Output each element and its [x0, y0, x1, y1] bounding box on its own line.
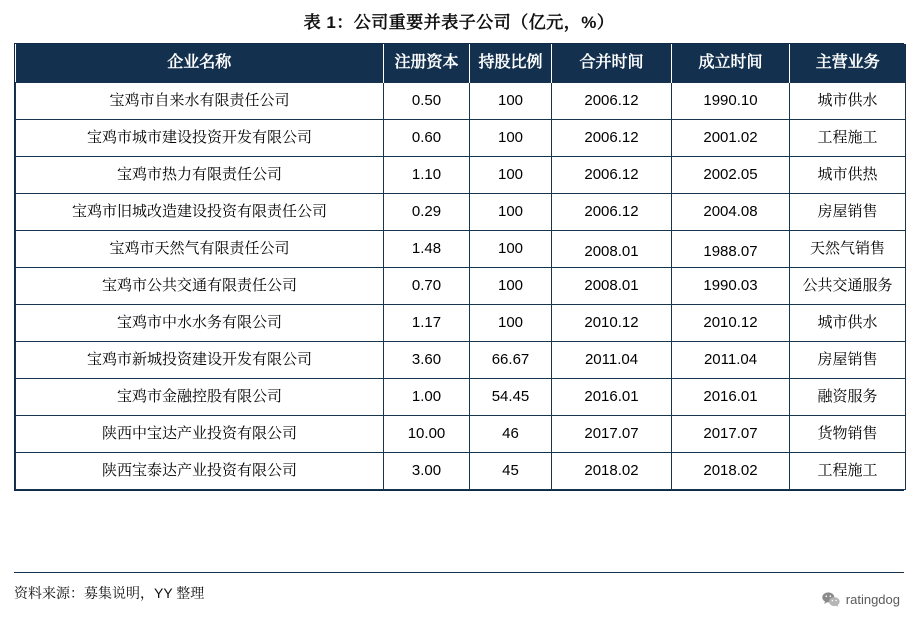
cell-main-business: 城市供热 — [790, 157, 906, 194]
cell-main-business: 工程施工 — [790, 120, 906, 157]
cell-establishment-date: 1988.07 — [672, 231, 790, 268]
cell-company-name: 陕西中宝达产业投资有限公司 — [16, 416, 384, 453]
cell-establishment-date: 2002.05 — [672, 157, 790, 194]
cell-shareholding-ratio: 100 — [470, 83, 552, 120]
cell-main-business: 城市供水 — [790, 305, 906, 342]
table-row — [16, 305, 906, 342]
cell-registered-capital: 3.00 — [384, 453, 470, 490]
cell-shareholding-ratio: 45 — [470, 453, 552, 490]
cell-registered-capital: 1.00 — [384, 379, 470, 416]
cell-consolidation-date: 2006.12 — [552, 157, 672, 194]
cell-consolidation-date: 2008.01 — [552, 268, 672, 305]
column-header-establishment-date: 成立时间 — [672, 44, 790, 83]
table-row — [16, 379, 906, 416]
cell-company-name: 宝鸡市中水水务有限公司 — [16, 305, 384, 342]
cell-registered-capital: 0.70 — [384, 268, 470, 305]
cell-consolidation-date: 2011.04 — [552, 342, 672, 379]
cell-registered-capital: 10.00 — [384, 416, 470, 453]
cell-company-name: 宝鸡市城市建设投资开发有限公司 — [16, 120, 384, 157]
wechat-icon — [822, 592, 840, 607]
cell-main-business: 城市供水 — [790, 83, 906, 120]
page-title: 表 1：公司重要并表子公司（亿元，%） — [303, 13, 615, 32]
cell-shareholding-ratio: 100 — [470, 157, 552, 194]
cell-consolidation-date: 2018.02 — [552, 453, 672, 490]
cell-establishment-date: 2001.02 — [672, 120, 790, 157]
cell-main-business: 货物销售 — [790, 416, 906, 453]
cell-company-name: 宝鸡市新城投资建设开发有限公司 — [16, 342, 384, 379]
cell-shareholding-ratio: 100 — [470, 231, 552, 268]
cell-company-name: 宝鸡市金融控股有限公司 — [16, 379, 384, 416]
cell-company-name: 宝鸡市旧城改造建设投资有限责任公司 — [16, 194, 384, 231]
cell-shareholding-ratio: 100 — [470, 120, 552, 157]
cell-shareholding-ratio: 100 — [470, 305, 552, 342]
cell-main-business: 天然气销售 — [790, 231, 906, 268]
source-note: 资料来源：募集说明，YY 整理 — [14, 585, 205, 601]
cell-consolidation-date: 2006.12 — [552, 194, 672, 231]
cell-shareholding-ratio: 100 — [470, 268, 552, 305]
cell-consolidation-date: 2016.01 — [552, 379, 672, 416]
cell-registered-capital: 1.48 — [384, 231, 470, 268]
cell-registered-capital: 3.60 — [384, 342, 470, 379]
table-header-row — [16, 44, 906, 83]
watermark-label: ratingdog — [845, 592, 900, 607]
cell-shareholding-ratio: 54.45 — [470, 379, 552, 416]
cell-establishment-date: 2016.01 — [672, 379, 790, 416]
cell-establishment-date: 2004.08 — [672, 194, 790, 231]
table-row — [16, 120, 906, 157]
cell-company-name: 宝鸡市天然气有限责任公司 — [16, 231, 384, 268]
cell-registered-capital: 0.60 — [384, 120, 470, 157]
cell-shareholding-ratio: 66.67 — [470, 342, 552, 379]
subsidiaries-table-container — [14, 43, 904, 491]
table-row — [16, 342, 906, 379]
table-row — [16, 157, 906, 194]
cell-company-name: 宝鸡市热力有限责任公司 — [16, 157, 384, 194]
table-row — [16, 416, 906, 453]
cell-company-name: 宝鸡市公共交通有限责任公司 — [16, 268, 384, 305]
cell-main-business: 房屋销售 — [790, 194, 906, 231]
cell-establishment-date: 2018.02 — [672, 453, 790, 490]
table-row — [16, 453, 906, 490]
cell-establishment-date: 1990.03 — [672, 268, 790, 305]
subsidiaries-table — [15, 44, 906, 490]
cell-registered-capital: 0.29 — [384, 194, 470, 231]
cell-shareholding-ratio: 100 — [470, 194, 552, 231]
cell-company-name: 宝鸡市自来水有限责任公司 — [16, 83, 384, 120]
cell-main-business: 工程施工 — [790, 453, 906, 490]
cell-consolidation-date: 2006.12 — [552, 83, 672, 120]
cell-establishment-date: 1990.10 — [672, 83, 790, 120]
cell-main-business: 融资服务 — [790, 379, 906, 416]
cell-establishment-date: 2011.04 — [672, 342, 790, 379]
cell-main-business: 公共交通服务 — [790, 268, 906, 305]
cell-consolidation-date: 2010.12 — [552, 305, 672, 342]
cell-consolidation-date: 2017.07 — [552, 416, 672, 453]
cell-main-business: 房屋销售 — [790, 342, 906, 379]
cell-establishment-date: 2010.12 — [672, 305, 790, 342]
cell-consolidation-date: 2008.01 — [552, 231, 672, 268]
cell-shareholding-ratio: 46 — [470, 416, 552, 453]
cell-consolidation-date: 2006.12 — [552, 120, 672, 157]
table-row — [16, 83, 906, 120]
column-header-main-business: 主营业务 — [790, 44, 906, 83]
cell-company-name: 陕西宝泰达产业投资有限公司 — [16, 453, 384, 490]
column-header-shareholding-ratio: 持股比例 — [470, 44, 552, 83]
cell-registered-capital: 0.50 — [384, 83, 470, 120]
footer-divider — [14, 572, 904, 573]
table-row — [16, 231, 906, 268]
cell-registered-capital: 1.17 — [384, 305, 470, 342]
column-header-company-name: 企业名称 — [16, 44, 384, 83]
column-header-registered-capital: 注册资本 — [384, 44, 470, 83]
watermark — [822, 592, 900, 607]
cell-establishment-date: 2017.07 — [672, 416, 790, 453]
column-header-consolidation-date: 合并时间 — [552, 44, 672, 83]
table-row — [16, 194, 906, 231]
table-row — [16, 268, 906, 305]
cell-registered-capital: 1.10 — [384, 157, 470, 194]
